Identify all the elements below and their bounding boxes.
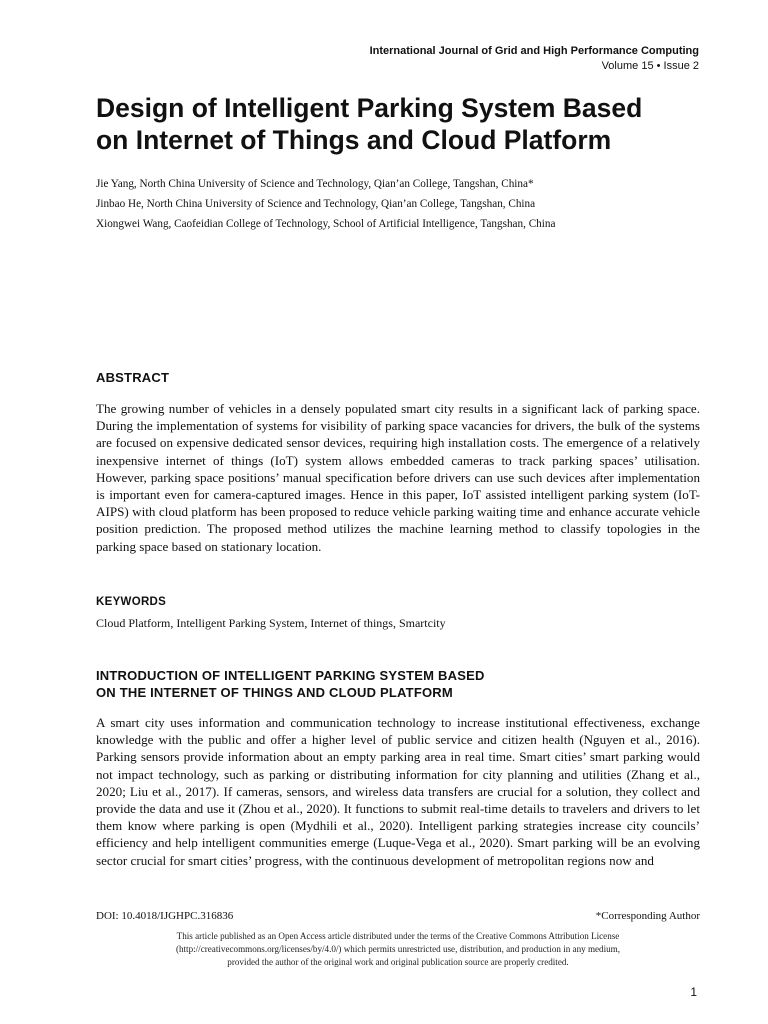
introduction-heading-line-2: ON THE INTERNET OF THINGS AND CLOUD PLATFORM: [96, 685, 453, 700]
abstract-heading: ABSTRACT: [96, 370, 170, 385]
author-entry: Jinbao He, North China University of Science and Technology, Qian’an College, Tangshan, China: [96, 198, 536, 210]
journal-header: [370, 44, 699, 74]
license-line: provided the author of the original work and original publication source are properly credited.: [227, 957, 569, 967]
abstract-text: The growing number of vehicles in a densely populated smart city results in a significant lack of parking space. During the implementation of systems for visibility of parking space vacancies for drivers, the bulk of the systems are focused on expensive dedicated sensor devices, requiring high installation costs. The emergence of a relatively inexpensive internet of things (IoT) system allows embedded cameras to track parking spaces’ utilisation. However, parking space positions’ manual specification before drivers can use such devices after implementation is important even for camera-captured images. Hence in this paper, IoT assisted intelligent parking system (IoT-AIPS) with cloud platform has been proposed to reduce vehicle parking waiting time and enhance accurate vehicle position prediction. The proposed method utilizes the machine learning method to classify topologies in the parking space based on stationary location.: [96, 401, 700, 554]
author-entry: Xiongwei Wang, Caofeidian College of Technology, School of Artificial Intelligence, Tangshan, China: [96, 218, 556, 230]
introduction-heading: [96, 667, 485, 701]
license-line[interactable]: (http://creativecommons.org/licenses/by/4.0/) which permits unrestricted use, distribution, and production in any medium,: [175, 944, 621, 954]
keywords-text: Cloud Platform, Intelligent Parking System, Internet of things, Smartcity: [96, 616, 446, 630]
license-notice: [96, 930, 700, 969]
author-list: [96, 174, 716, 234]
keywords-heading: KEYWORDS: [96, 596, 167, 608]
paper-title-line-2: on Internet of Things and Cloud Platform: [96, 125, 612, 155]
introduction-heading-line-1: INTRODUCTION OF INTELLIGENT PARKING SYSTEM BASED: [96, 668, 485, 683]
page-number: 1: [690, 985, 697, 999]
journal-volume-issue: Volume 15 • Issue 2: [601, 60, 699, 72]
journal-name: International Journal of Grid and High Performance Computing: [369, 45, 699, 57]
paper-title-line-1: Design of Intelligent Parking System Based: [96, 93, 643, 123]
license-line: This article published as an Open Access article distributed under the terms of the Creative Commons Attribution License: [176, 931, 620, 941]
introduction-text: A smart city uses information and communication technology to increase institutional effectiveness, exchange knowledge with the public and offer a higher level of public service and citizen health (Nguyen et al., 2016). Parking sensors provide information about an empty parking area in real time. Smart cities’ smart parking would not impact technology, such as parking or distributing information for city planning and utilities (Zhang et al., 2020; Liu et al., 2017). If cameras, sensors, and wireless data transfers are crucial for a solution, they collect and provide the data and use it (Zhou et al., 2020). It functions to submit real-time details to travelers and drivers to let them know where parking is open (Mydhili et al., 2020). Intelligent parking strategies increase city councils’ efficiency and help intelligent communities emerge (Luque-Vega et al., 2020). Smart parking will be an evolving sector crucial for smart cities’ progress, with the continuous development of metropolitan regions now and: [96, 715, 700, 868]
author-entry: Jie Yang, North China University of Science and Technology, Qian’an College, Tangshan, China*: [96, 178, 534, 190]
paper-title: [96, 92, 706, 156]
doi-link[interactable]: DOI: 10.4018/IJGHPC.316836: [96, 910, 234, 922]
corresponding-author-note: *Corresponding Author: [595, 910, 700, 922]
footer-row: [96, 909, 700, 925]
